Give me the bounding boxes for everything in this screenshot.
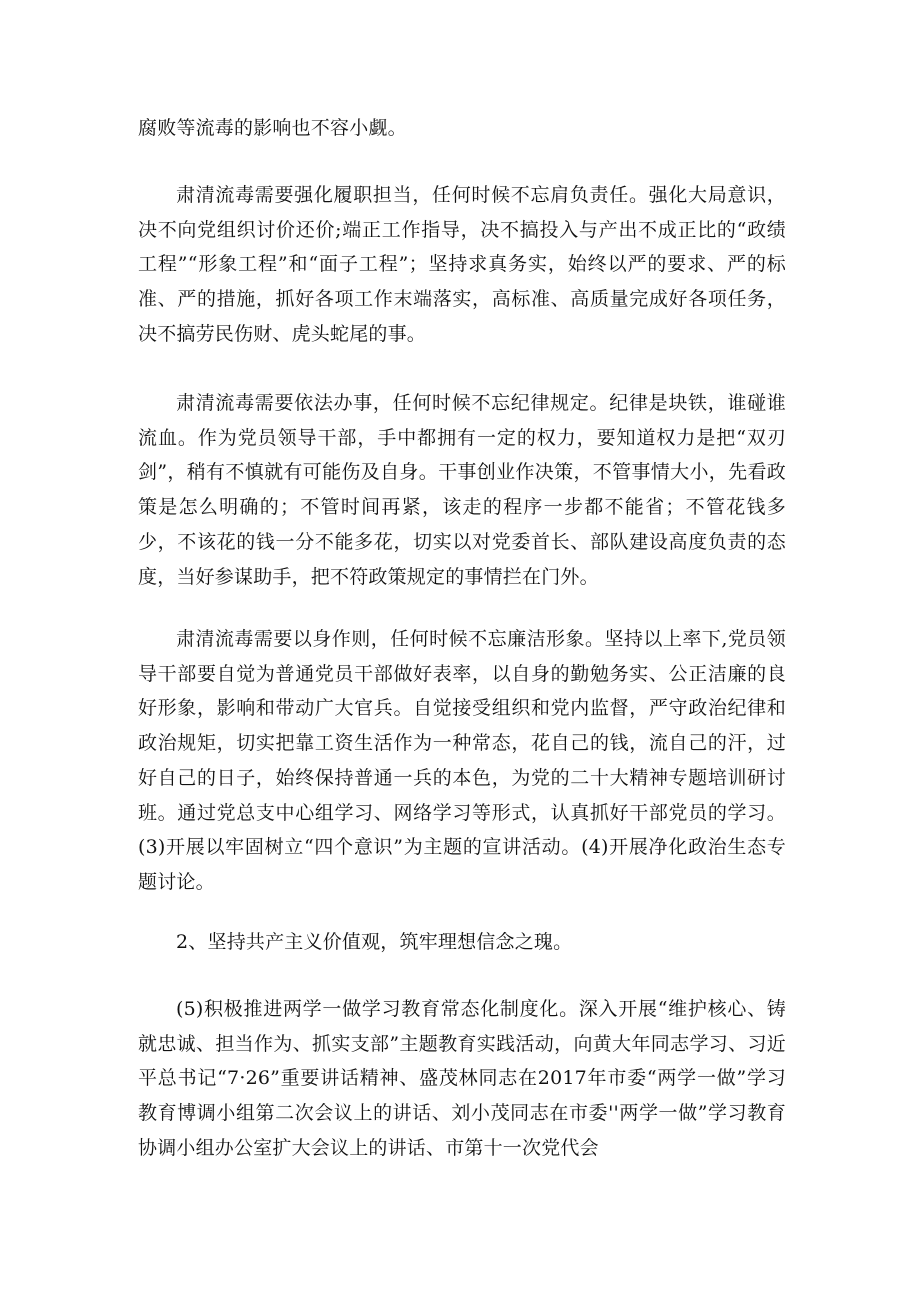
paragraph-text: 肃清流毒需要依法办事，任何时候不忘纪律规定。纪律是块铁，谁碰谁流血。作为党员领导干部，手中都拥有一定的权力，要知道权力是把“双刃剑”，稍有不慎就有可能伤及自身。干事创业作决策，不管事情大小，先看政策是怎么明确的；不管时间再紧，该走的程序一步都不能省；不管花钱多少，不该花的钱一分不能多花，切实以对党委首长、部队建设高度负责的态度，当好参谋助手，把不符政策规定的事情拦在门外。 <box>138 392 786 588</box>
paragraph-text: 肃清流毒需要强化履职担当，任何时候不忘肩负责任。强化大局意识，决不向党组织讨价还价;端正工作指导，决不搞投入与产出不成正比的“政绩工程”“形象工程”和“面子工程”；坚持求真务实，始终以严的要求、严的标准、严的措施，抓好各项工作末端落实，高标准、高质量完成好各项任务，决不搞劳民伤财、虎头蛇尾的事。 <box>138 184 786 345</box>
paragraph-text: (5)积极推进两学一做学习教育常态化制度化。深入开展“维护核心、铸就忠诚、担当作为、抓实支部”主题教育实践活动，向黄大年同志学习、习近平总书记“7·26”重要讲话精神、盛茂林同志在2017年市委“两学一做”学习教育博调小组第二次会议上的讲话、刘小茂同志在市委''两学一做”学习教育协调小组办公室扩大会议上的讲话、市第十一次党代会 <box>138 998 786 1159</box>
heading-text: 2、坚持共产主义价值观，筑牢理想信念之瑰。 <box>176 931 573 953</box>
section-heading <box>138 925 786 960</box>
paragraph-responsibility <box>138 178 786 352</box>
paragraph-study <box>138 992 786 1166</box>
paragraph-discipline <box>138 386 786 594</box>
paragraph-integrity <box>138 622 786 900</box>
paragraph-continuation <box>138 111 786 146</box>
paragraph-text: 肃清流毒需要以身作则，任何时候不忘廉洁形象。坚持以上率下,党员领导干部要自觉为普通党员干部做好表率，以自身的勤勉务实、公正洁廉的良好形象，影响和带动广大官兵。自觉接受组织和党内监督，严守政治纪律和政治规矩，切实把靠工资生活作为一种常态，花自己的钱，流自己的汗，过好自己的日子，始终保持普通一兵的本色，为党的二十大精神专题培训研讨班。通过党总支中心组学习、网络学习等形式，认真抓好干部党员的学习。(3)开展以牢固树立“四个意识”为主题的宣讲活动。(4)开展净化政治生态专题讨论。 <box>138 628 786 893</box>
paragraph-text: 腐败等流毒的影响也不容小觑。 <box>138 117 407 139</box>
